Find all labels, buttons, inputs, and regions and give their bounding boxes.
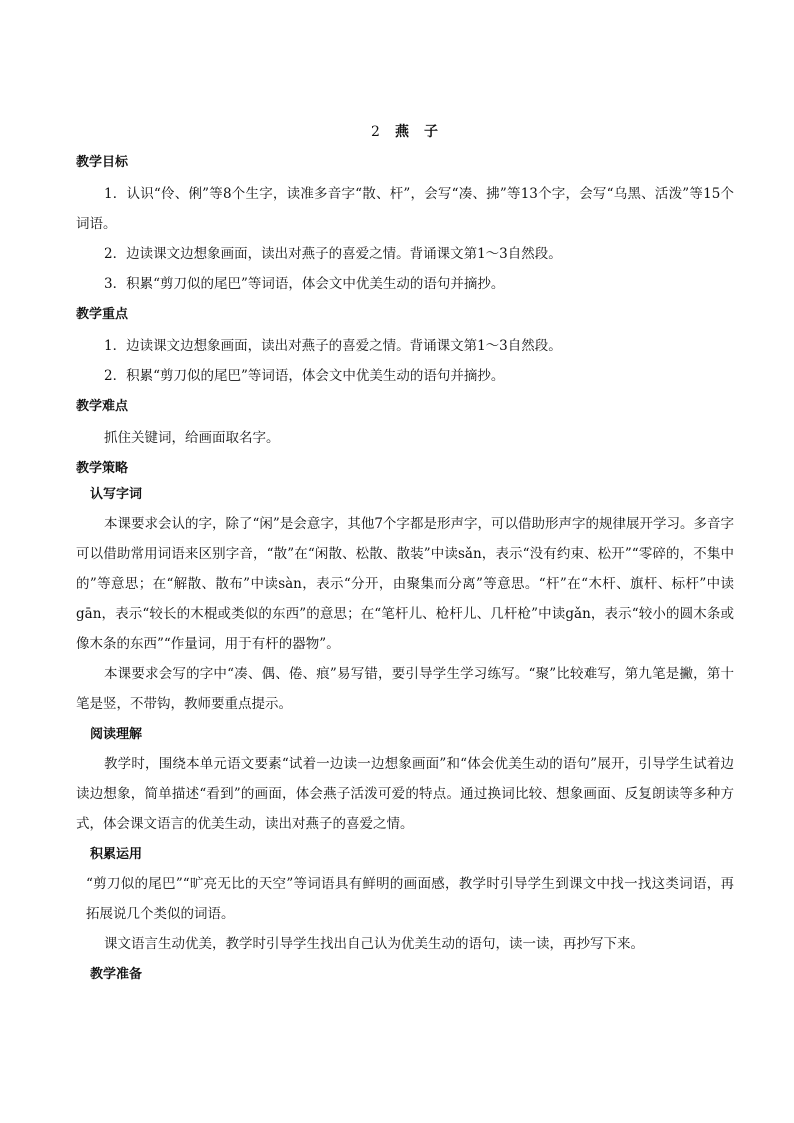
recognize-write-paragraph-1: 本课要求会认的字，除了“闲”是会意字，其他7个字都是形声字，可以借助形声字的规律展开学习。多音字可以借助常用词语来区别字音，“散”在“闲散、松散、散装”中读sǎn，表示“没有约束、松开”“零碎的，不集中的”等意思；在“解散、散布”中读sàn，表示“分开，由聚集而分离”等意思。“杆”在“木杆、旗杆、标杆”中读gān，表示“较长的木棍或类似的东西”的意思；在“笔杆儿、枪杆儿、几杆枪”中读gǎn，表示“较小的圆木条或像木条的东西”“作量词，用于有杆的器物”。 <box>76 516 734 652</box>
strategy-heading: 教学策略 <box>76 461 129 476</box>
accumulate-paragraph-1: “剪刀似的尾巴”“旷亮无比的天空”等词语具有鲜明的画面感，教学时引导学生到课文中找一找这类词语，再拓展说几个类似的词语。 <box>86 876 734 922</box>
lesson-title-char-1: 燕 <box>394 124 410 140</box>
key-points-heading: 教学重点 <box>76 307 129 322</box>
accumulate-paragraph-2: 课文语言生动优美，教学时引导学生找出自己认为优美生动的语句，读一读，再抄写下来。 <box>104 936 644 952</box>
objective-item-2: 2．边读课文边想象画面，读出对燕子的喜爱之情。背诵课文第1～3自然段。 <box>104 246 562 262</box>
objectives-heading: 教学目标 <box>76 155 129 170</box>
key-point-item-2: 2．积累“剪刀似的尾巴”等词语，体会文中优美生动的语句并摘抄。 <box>104 368 505 384</box>
key-point-item-1: 1．边读课文边想象画面，读出对燕子的喜爱之情。背诵课文第1～3自然段。 <box>104 338 562 354</box>
lesson-title-char-2: 子 <box>423 124 439 140</box>
preparation-heading: 教学准备 <box>90 967 143 982</box>
difficulties-heading: 教学难点 <box>76 399 129 414</box>
objective-item-3: 3．积累“剪刀似的尾巴”等词语，体会文中优美生动的语句并摘抄。 <box>104 276 505 292</box>
reading-subheading: 阅读理解 <box>90 727 143 742</box>
difficulties-text: 抓住关键词，给画面取名字。 <box>104 430 280 446</box>
recognize-write-paragraph-2: 本课要求会写的字中“凑、偶、倦、痕”易写错，要引导学生学习练写。“聚”比较难写，第九笔是撇，第十笔是竖，不带钩，教师要重点提示。 <box>76 666 734 712</box>
reading-paragraph-1: 教学时，围绕本单元语文要素“试着一边读一边想象画面”和“体会优美生动的语句”展开，引导学生试着边读边想象，简单描述“看到”的画面，体会燕子活泼可爱的特点。通过换词比较、想象画面、反复朗读等多种方式，体会课文语言的优美生动，读出对燕子的喜爱之情。 <box>76 756 734 832</box>
accumulate-subheading: 积累运用 <box>90 847 143 862</box>
recognize-write-subheading: 认写字词 <box>90 487 143 502</box>
lesson-title <box>76 121 734 141</box>
lesson-number: 2 <box>371 124 381 140</box>
objective-item-1: 1．认识“伶、俐”等8个生字，读准多音字“散、杆”，会写“凑、拂”等13个字，会写“乌黑、活泼”等15个词语。 <box>76 186 734 232</box>
